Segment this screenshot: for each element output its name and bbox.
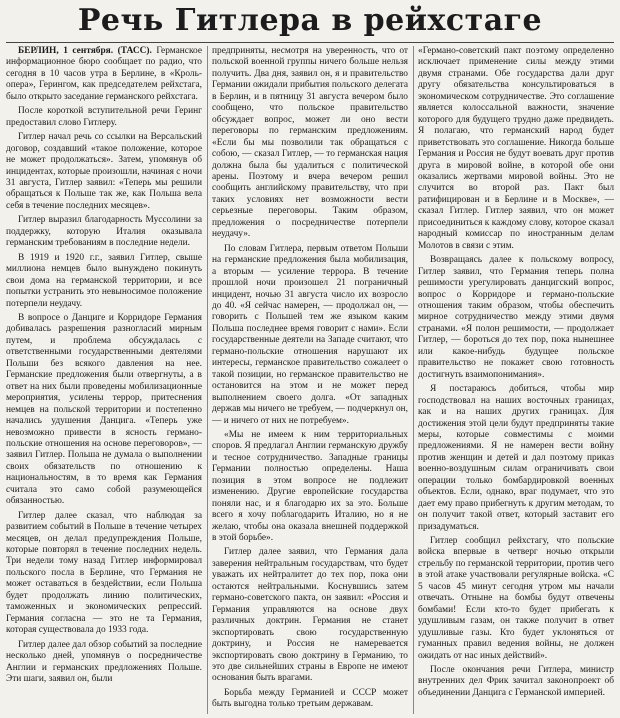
paragraph: Борьба между Германией и СССР может быть выгодна только третьим державам. [212,687,408,710]
paragraph: Гитлер выразил благодарность Муссолини за поддержку, которую Италия оказывала германским требованиям в последние недели. [6,215,202,249]
paragraph: БЕРЛИН, 1 сентября. (ТАСС). Германское информационное бюро сообщает по радио, что сегодня в 10 часов утра в Берлине, в «Кроль-опера», Герингом, как председателем рейхстага, было открыто заседание германского рейхстага. [6,46,202,102]
paragraph: Гитлер далее сказал, что наблюдая за развитием событий в Польше в течение четырех месяцев, он делал предупреждения Польше, которые повторял в течение последних недель. Три недели тому назад Гитлер информировал польского посла в Берлине, что Германия не может оставаться в бездействии, если Польша будет продолжать линию политических, таможенных и экономических репрессий. Германия согласна — это не та Германия, которая существовала до 1933 года. [6,510,202,636]
article-column-2 [212,46,408,714]
paragraph: После окончания речи Гитлера, министр внутренних дел Фрик зачитал законопроект об объединении Данцига с Германской империей. [418,665,614,698]
paragraph: «Германо-советский пакт поэтому определенно исключает применение силы между этими двумя странами. Обе государства дали друг другу обязательства консультироваться в экономическом сотрудничестве. Это соглашение является колоссальной важности, значение которого для будущего трудно даже предвидеть. Я полагаю, что германский народ будет приветствовать это соглашение. Никогда больше Германия и Россия не будут воевать друг против друга в мировой войне, в которой обе они оказались жертвами мировой войны. Это не случится во второй раз. Пакт был ратифицирован и в Берлине и в Москве», — сказал Гитлер. Гитлер заявил, что он может присоединиться к каждому слову, которое сказал народный комиссар по иностранным делам Молотов в связи с этим. [418,46,614,251]
paragraph: По словам Гитлера, первым ответом Польши на германские предложения была мобилизация, а вторым — усиление террора. В течение прошлой ночи произошел 21 пограничный инцидент, ночью 31 августа число их возросло до 40. «Я сейчас намерен, — продолжал он, — говорить с Польшей тем же языком каким Польша последнее время говорит с нами». Если государственные деятели на Западе считают, что германо-польские отношения нарушают их интересы, германское правительство сожалеет о такой позиции, но германское правительство не остановится на этом и не может перед выполнением своего долга. «От западных держав мы ничего не требуем, — подчеркнул он, — и ничего от них не потребуем». [212,243,408,426]
paragraph: Возвращаясь далее к польскому вопросу, Гитлер заявил, что Германия теперь полна решимости урегулировать данцигский вопрос, вопрос о Корридоре и германо-польские отношения таким образом, чтобы обеспечить мирное сотрудничество между этими двумя странами. «Я полон решимости, — продолжает Гитлер, — бороться до тех пор, пока нынешнее или какое-нибудь будущее польское правительство не покажет свою готовность достигнуть взаимопонимания». [418,255,614,380]
paragraph: Гитлер далее дал обзор событий за последние несколько дней, упомянув о посредничестве Англии и германских предложениях Польше. Эти шаги, заявил он, были [6,639,202,685]
dateline: БЕРЛИН, 1 сентября. (ТАСС). [18,46,152,56]
article-column-1 [6,46,202,714]
article-column-3 [418,46,614,714]
paragraph: «Мы не имеем к ним территориальных споров. Я предлагал Англии германскую дружбу и тесное сотрудничество. Западные границы Германии полностью определены. Наша позиция в этом вопросе не подлежит изменению. Другие европейские государства поняли нас, и я благодарю их за это. Больше всего я хочу поблагодарить Италию, но я не желаю, чтобы она оказала внешней поддержкой в этой борьбе». [212,429,408,544]
column-divider [207,46,208,714]
paragraph: Гитлер сообщил рейхстагу, что польские войска впервые в четверг ночью открыли стрельбу по германской территории, против чего в этой атаке участвовали регулярные войска. «С 5 часов 45 минут сегодня утром мы начали отвечать. Отныне на бомбы будут отвечены бомбами! Если кто-то будет прибегать к удушливым газам, он также получит в ответ удушливые газы. Кто будет уклоняться от гуманных правил ведения войны, не должен ожидать от нас иных действий». [418,536,614,661]
column-divider [413,46,414,714]
paragraph: Гитлер далее заявил, что Германия дала заверения нейтральным государствам, что будет уважать их нейтралитет до тех пор, пока они остаются нейтральными. Коснувшись затем германо-советского пакта, он заявил: «Россия и Германия управляются на основе двух различных доктрин. Германия не станет экспортировать свою государственную доктрину, и Россия не намеревается экспортировать свою доктрину в Германию, то это две сильнейших страны в Европе не имеют основания быть врагами. [212,547,408,684]
paragraph: В 1919 и 1920 г.г., заявил Гитлер, свыше миллиона немцев было вынуждено покинуть свои дома на германской территории, и все попытки устранить это невыносимое положение потерпели неудачу. [6,252,202,309]
headline-rule [6,42,614,43]
paragraph: После короткой вступительной речи Геринг предоставил слово Гитлеру. [6,106,202,128]
paragraph: Я постараюсь добиться, чтобы мир господствовал на наших восточных границах, как и на наших других границах. Для достижения этой цели будут предприняты такие меры, которые совместимы с моими предложениями. Я не намерен вести войну против женщин и детей и дал поэтому приказ военно-воздушным силам ограничивать свои операции только бомбардировкой военных объектов. Если, однако, враг подумает, что это дает ему право прибегнуть к другим методам, то он получит такой ответ, который заставит его призадуматься. [418,384,614,532]
paragraph: В вопросе о Данциге и Корридоре Германия добивалась разрешения разногласий мирным путем, и проблема обсуждалась с ответственными государственными деятелями Польши без всякого давления на нее. Германские предложения были отвергнуты, а в ответ на них были проведены мобилизационные мероприятия, усилены террор, притеснения немцев на польской территории и постепенно начались удушения Данцига. «Теперь уже невозможно привести в ясность германо-польские отношения на основе переговоров», — заявил Гитлер. Польша не думала о выполнении своих обязательств по отношению к национальностям, в то время как Германия считала это само собой разумеющейся обязанностью. [6,312,202,507]
headline: Речь Гитлера в рейхстаге [77,3,543,38]
paragraph: Гитлер начал речь со ссылки на Версальский договор, создавший «такое положение, которое не может продолжаться». Затем, упомянув об инцидентах, которые произошли, начиная с ночи 31 августа, Гитлер заявил: «Теперь мы решили обращаться к Польше так же, как Польша вела себя в течение последних месяцев». [6,132,202,211]
paragraph: предприняты, несмотря на уверенность, что от польской военной группы ничего больше нельзя получить. Два дня, заявил он, я и правительство Германии ожидали прибытия польского делегата в Берлин, и в пятницу 31 августа вечером было сообщено, что польское правительство обсуждает вопрос, может ли оно вести переговоры по германским предложениям. «Если бы мы позволили так обращаться с собою, — сказал Гитлер, — то германская нация должна была бы удалиться с политической арены. Поэтому и вчера вечером решил сообщить английскому правительству, что при таких условиях нет возможности вести серьезные переговоры. Таким образом, предложения о посредничестве потерпели неудачу». [212,46,408,240]
